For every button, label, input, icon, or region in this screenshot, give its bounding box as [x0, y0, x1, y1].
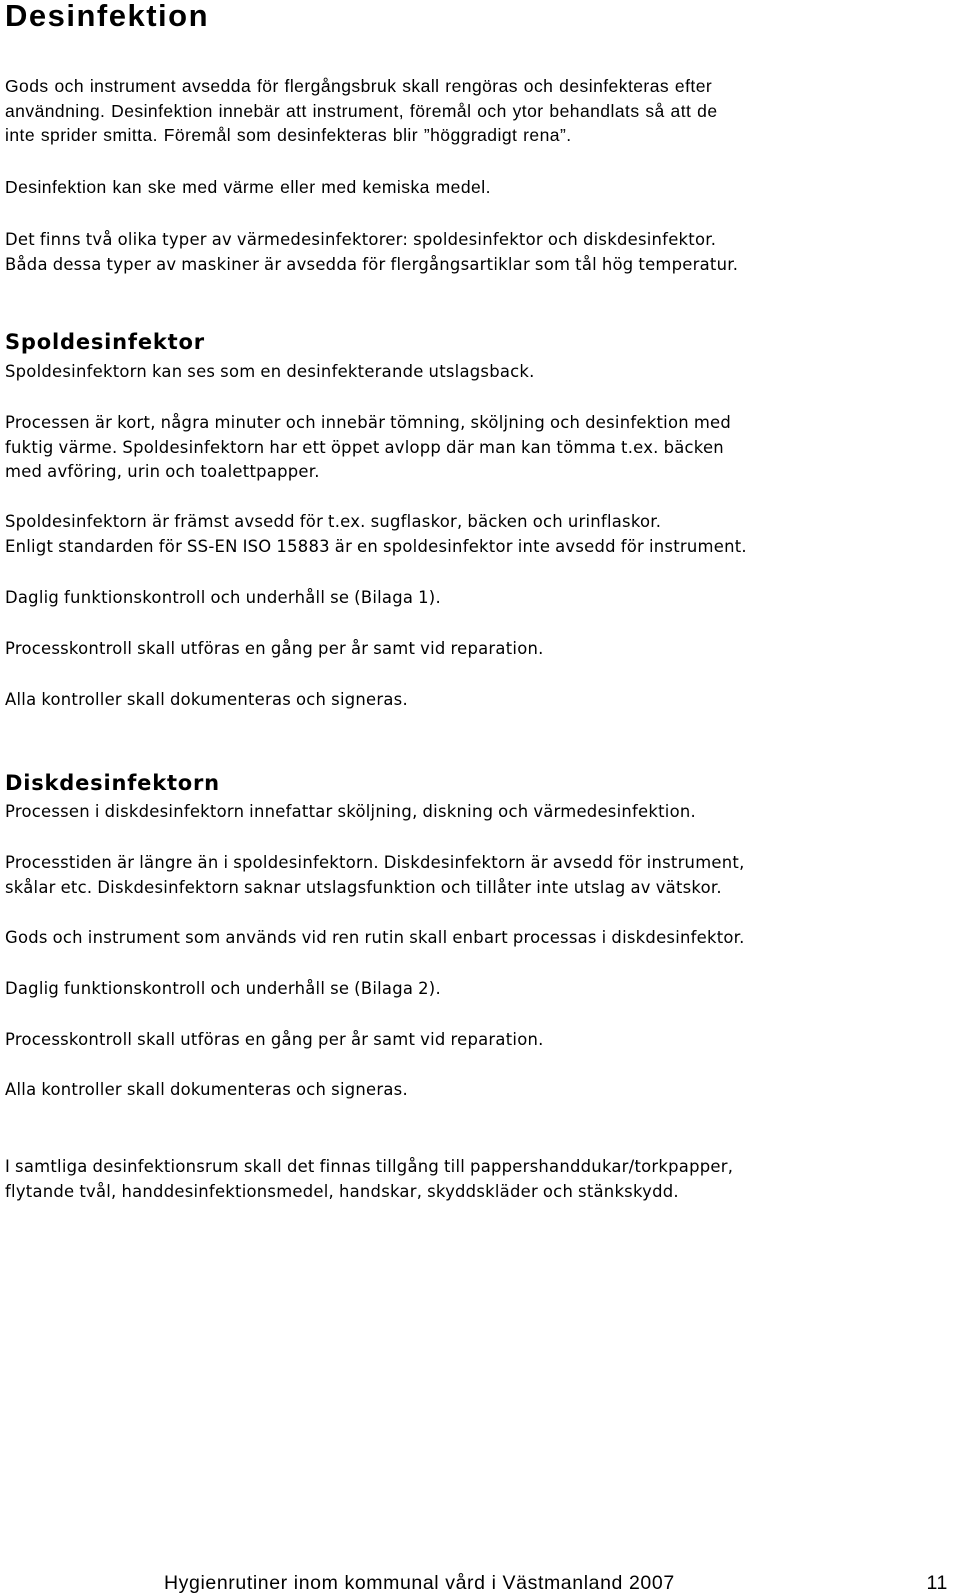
text-line: Desinfektion kan ske med värme eller med kemiska medel. [5, 177, 491, 197]
text-line: Processen är kort, några minuter och innebär tömning, sköljning och desinfektion med [5, 413, 732, 432]
text-line: Alla kontroller skall dokumenteras och signeras. [5, 690, 408, 709]
spol-paragraph [5, 586, 441, 611]
intro-paragraph-3 [5, 228, 738, 277]
disk-paragraph [5, 800, 696, 825]
text-line: Båda dessa typer av maskiner är avsedda för flergångsartiklar som tål hög temperatur. [5, 254, 739, 274]
spol-paragraph [5, 411, 731, 485]
text-line: Spoldesinfektorn kan ses som en desinfekterande utslagsback. [5, 362, 535, 381]
text-line: Gods och instrument som används vid ren rutin skall enbart processas i diskdesinfektor. [5, 928, 745, 947]
disk-paragraph [5, 977, 441, 1002]
text-line: Daglig funktionskontroll och underhåll se (Bilaga 2). [5, 979, 441, 998]
text-line: I samtliga desinfektionsrum skall det finnas tillgång till pappershanddukar/torkpapper, [5, 1157, 734, 1176]
page-footer [0, 1572, 960, 1596]
disk-paragraph [5, 1078, 408, 1103]
text-line: flytande tvål, handdesinfektionsmedel, handskar, skyddskläder och stänkskydd. [5, 1181, 679, 1201]
disk-paragraph [5, 851, 745, 900]
text-line: inte sprider smitta. Föremål som desinfekteras blir ”höggradigt rena”. [5, 125, 572, 145]
text-line: användning. Desinfektion innebär att instrument, föremål och ytor behandlats så att de [5, 100, 718, 121]
page-title: Desinfektion [5, 0, 210, 33]
disk-paragraph [5, 1028, 544, 1053]
closing-paragraph [5, 1155, 733, 1204]
footer-text: Hygienrutiner inom kommunal vård i Västmanland 2007 [164, 1572, 675, 1594]
text-line: med avföring, urin och toalettpapper. [5, 462, 320, 481]
section-heading-spoldesinfektor: Spoldesinfektor [5, 330, 205, 354]
spol-paragraph [5, 510, 747, 559]
text-line: Alla kontroller skall dokumenteras och signeras. [5, 1080, 408, 1099]
text-line: skålar etc. Diskdesinfektorn saknar utslagsfunktion och tillåter inte utslag av vätskor. [5, 877, 722, 897]
disk-paragraph [5, 926, 745, 951]
text-line: fuktig värme. Spoldesinfektorn har ett öppet avlopp där man kan tömma t.ex. bäcken [5, 437, 724, 457]
text-line: Gods och instrument avsedda för flergångsbruk skall rengöras och desinfekteras efter [5, 76, 713, 96]
text-line: Det finns två olika typer av värmedesinfektorer: spoldesinfektor och diskdesinfektor. [5, 230, 717, 249]
text-line: Processkontroll skall utföras en gång per år samt vid reparation. [5, 639, 544, 658]
text-line: Spoldesinfektorn är främst avsedd för t.ex. sugflaskor, bäcken och urinflaskor. [5, 512, 662, 531]
text-line: Daglig funktionskontroll och underhåll se (Bilaga 1). [5, 588, 441, 607]
intro-paragraph-2 [5, 175, 491, 200]
page-number: 11 [926, 1572, 948, 1594]
text-line: Processkontroll skall utföras en gång per år samt vid reparation. [5, 1030, 544, 1049]
section-heading-diskdesinfektorn: Diskdesinfektorn [5, 771, 220, 795]
intro-paragraph-1 [5, 74, 718, 148]
text-line: Enligt standarden för SS-EN ISO 15883 är en spoldesinfektor inte avsedd för instrument. [5, 536, 747, 556]
spol-paragraph [5, 688, 408, 713]
text-line: Processen i diskdesinfektorn innefattar sköljning, diskning och värmedesinfektion. [5, 802, 696, 821]
text-line: Processtiden är längre än i spoldesinfektorn. Diskdesinfektorn är avsedd för instrument, [5, 853, 745, 872]
spol-paragraph [5, 360, 535, 385]
spol-paragraph [5, 637, 544, 662]
